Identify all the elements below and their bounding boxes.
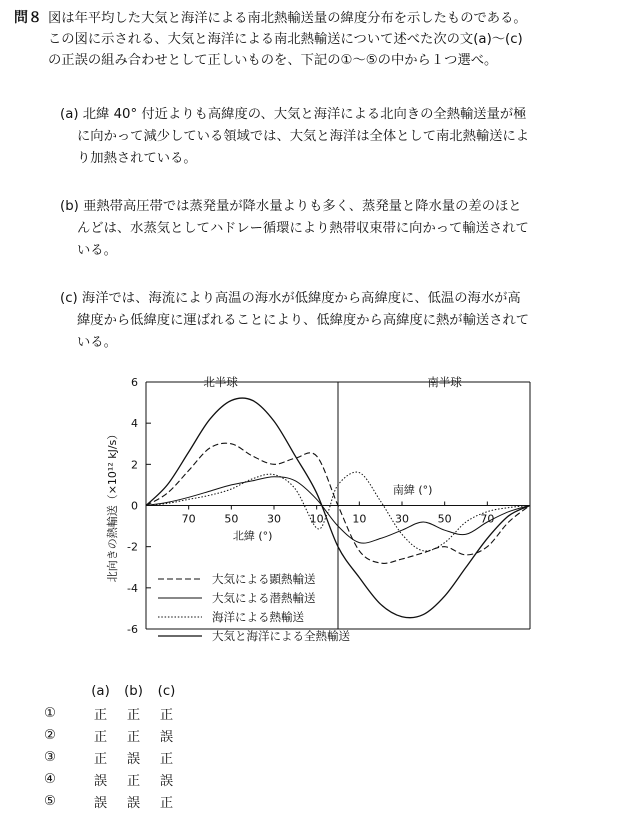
region-label-south: 南半球: [427, 375, 462, 389]
answer-a: 誤: [93, 795, 108, 811]
x-tick-label-north: 30: [267, 512, 281, 526]
x-tick-label-south: 10: [352, 512, 367, 526]
x-axis-label-south: 南緯 (°): [392, 483, 433, 497]
question-line-1: [14, 8, 610, 29]
x-tick-label-south: 50: [437, 512, 452, 526]
answer-a: 誤: [93, 773, 108, 789]
question-line-3: の正誤の組み合わせとして正しいものを、下記の①～⑤の中から１つ選べ。: [48, 53, 498, 68]
statement-c: [60, 288, 600, 354]
statement-c-label: (c): [60, 291, 78, 306]
y-tick-label: 6: [131, 376, 138, 389]
answer-a: 正: [93, 751, 108, 767]
x-tick-label-north: 70: [181, 512, 196, 526]
question-number: 問８: [14, 10, 42, 26]
answer-row: [44, 702, 183, 724]
y-tick-label: 0: [131, 499, 138, 513]
answer-a: 正: [93, 729, 108, 745]
answer-row: [44, 724, 183, 746]
statement-b: [60, 196, 600, 262]
chart-legend: [158, 572, 350, 643]
answer-b: 誤: [126, 795, 141, 811]
statement-a-line-2: に向かって減少している領域では、大気と海洋は全体として南北熱輸送によ: [77, 129, 530, 144]
statement-b-line-1: 亜熱帯高圧帯では蒸発量が降水量よりも多く、蒸発量と降水量の差のほと: [83, 199, 522, 214]
legend-label-2: 大気による潜熱輸送: [212, 591, 316, 605]
y-axis-label: 北向きの熱輸送（×10¹² kJ/s）: [106, 428, 119, 583]
statement-c-line-1: 海洋では、海流により高温の海水が低緯度から高緯度に、低温の海水が高: [81, 291, 521, 306]
y-tick-label: -4: [127, 581, 138, 595]
answer-option-number: ④: [44, 771, 56, 787]
statement-a: [60, 104, 600, 170]
answer-row: [44, 790, 183, 812]
legend-label-1: 大気による顕熱輸送: [212, 572, 316, 586]
answer-c: 誤: [159, 729, 174, 745]
y-tick-label: -2: [127, 540, 138, 554]
answer-option-number: ③: [44, 749, 56, 765]
answer-c: 誤: [159, 773, 174, 789]
answer-option-number: ①: [44, 705, 56, 721]
answer-b: 誤: [126, 751, 141, 767]
x-tick-label-north: 10: [309, 512, 324, 526]
x-tick-label-south: 30: [395, 512, 409, 526]
x-tick-label-north: 50: [224, 512, 239, 526]
answer-header-b: (b): [124, 683, 143, 699]
answer-table: [44, 680, 183, 812]
statement-b-line-3: いる。: [77, 243, 117, 258]
answer-option-number: ②: [44, 727, 56, 743]
y-tick-label: -6: [127, 623, 138, 636]
x-tick-label-south: 70: [480, 512, 495, 526]
legend-label-3: 海洋による熱輸送: [212, 610, 304, 624]
answer-header-c: (c): [157, 683, 176, 699]
answer-row: [44, 768, 183, 790]
y-tick-label: 4: [131, 417, 138, 431]
question-text-1: 図は年平均した大気と海洋による南北熱輸送量の緯度分布を示したものである。: [48, 11, 527, 26]
y-tick-label: 2: [131, 458, 138, 472]
answer-header-a: (a): [91, 683, 110, 699]
statement-b-line-2: んどは、水蒸気としてハドレー循環により熱帯収束帯に向かって輸送されて: [77, 221, 529, 236]
statement-b-label: (b): [60, 199, 79, 214]
answer-b: 正: [126, 707, 141, 723]
statement-c-line-2: 緯度から低緯度に運ばれることにより、低緯度から高緯度に熱が輸送されて: [77, 313, 530, 328]
statement-a-label: (a): [60, 107, 79, 122]
answer-a: 正: [93, 707, 108, 723]
answer-header-row: [44, 680, 183, 702]
answer-option-number: ⑤: [44, 793, 56, 809]
statement-a-line-1: 北緯 40° 付近よりも高緯度の、大気と海洋による北向きの全熱輸送量が極: [82, 107, 527, 122]
x-axis-label-north: 北緯 (°): [232, 529, 273, 543]
answer-b: 正: [126, 773, 141, 789]
answer-b: 正: [126, 729, 141, 745]
answer-c: 正: [159, 707, 174, 723]
answer-c: 正: [159, 795, 174, 811]
statement-a-line-3: り加熱されている。: [77, 151, 197, 166]
statement-c-line-3: いる。: [77, 335, 117, 350]
answer-row: [44, 746, 183, 768]
heat-transport-chart: [0, 360, 617, 660]
region-label-north: 北半球: [203, 375, 238, 389]
legend-label-4: 大気と海洋による全熱輸送: [212, 629, 350, 643]
question-line-2: この図に示される、大気と海洋による南北熱輸送について述べた次の文(a)～(c): [48, 32, 523, 47]
answer-c: 正: [159, 751, 174, 767]
question-header: [14, 8, 610, 71]
